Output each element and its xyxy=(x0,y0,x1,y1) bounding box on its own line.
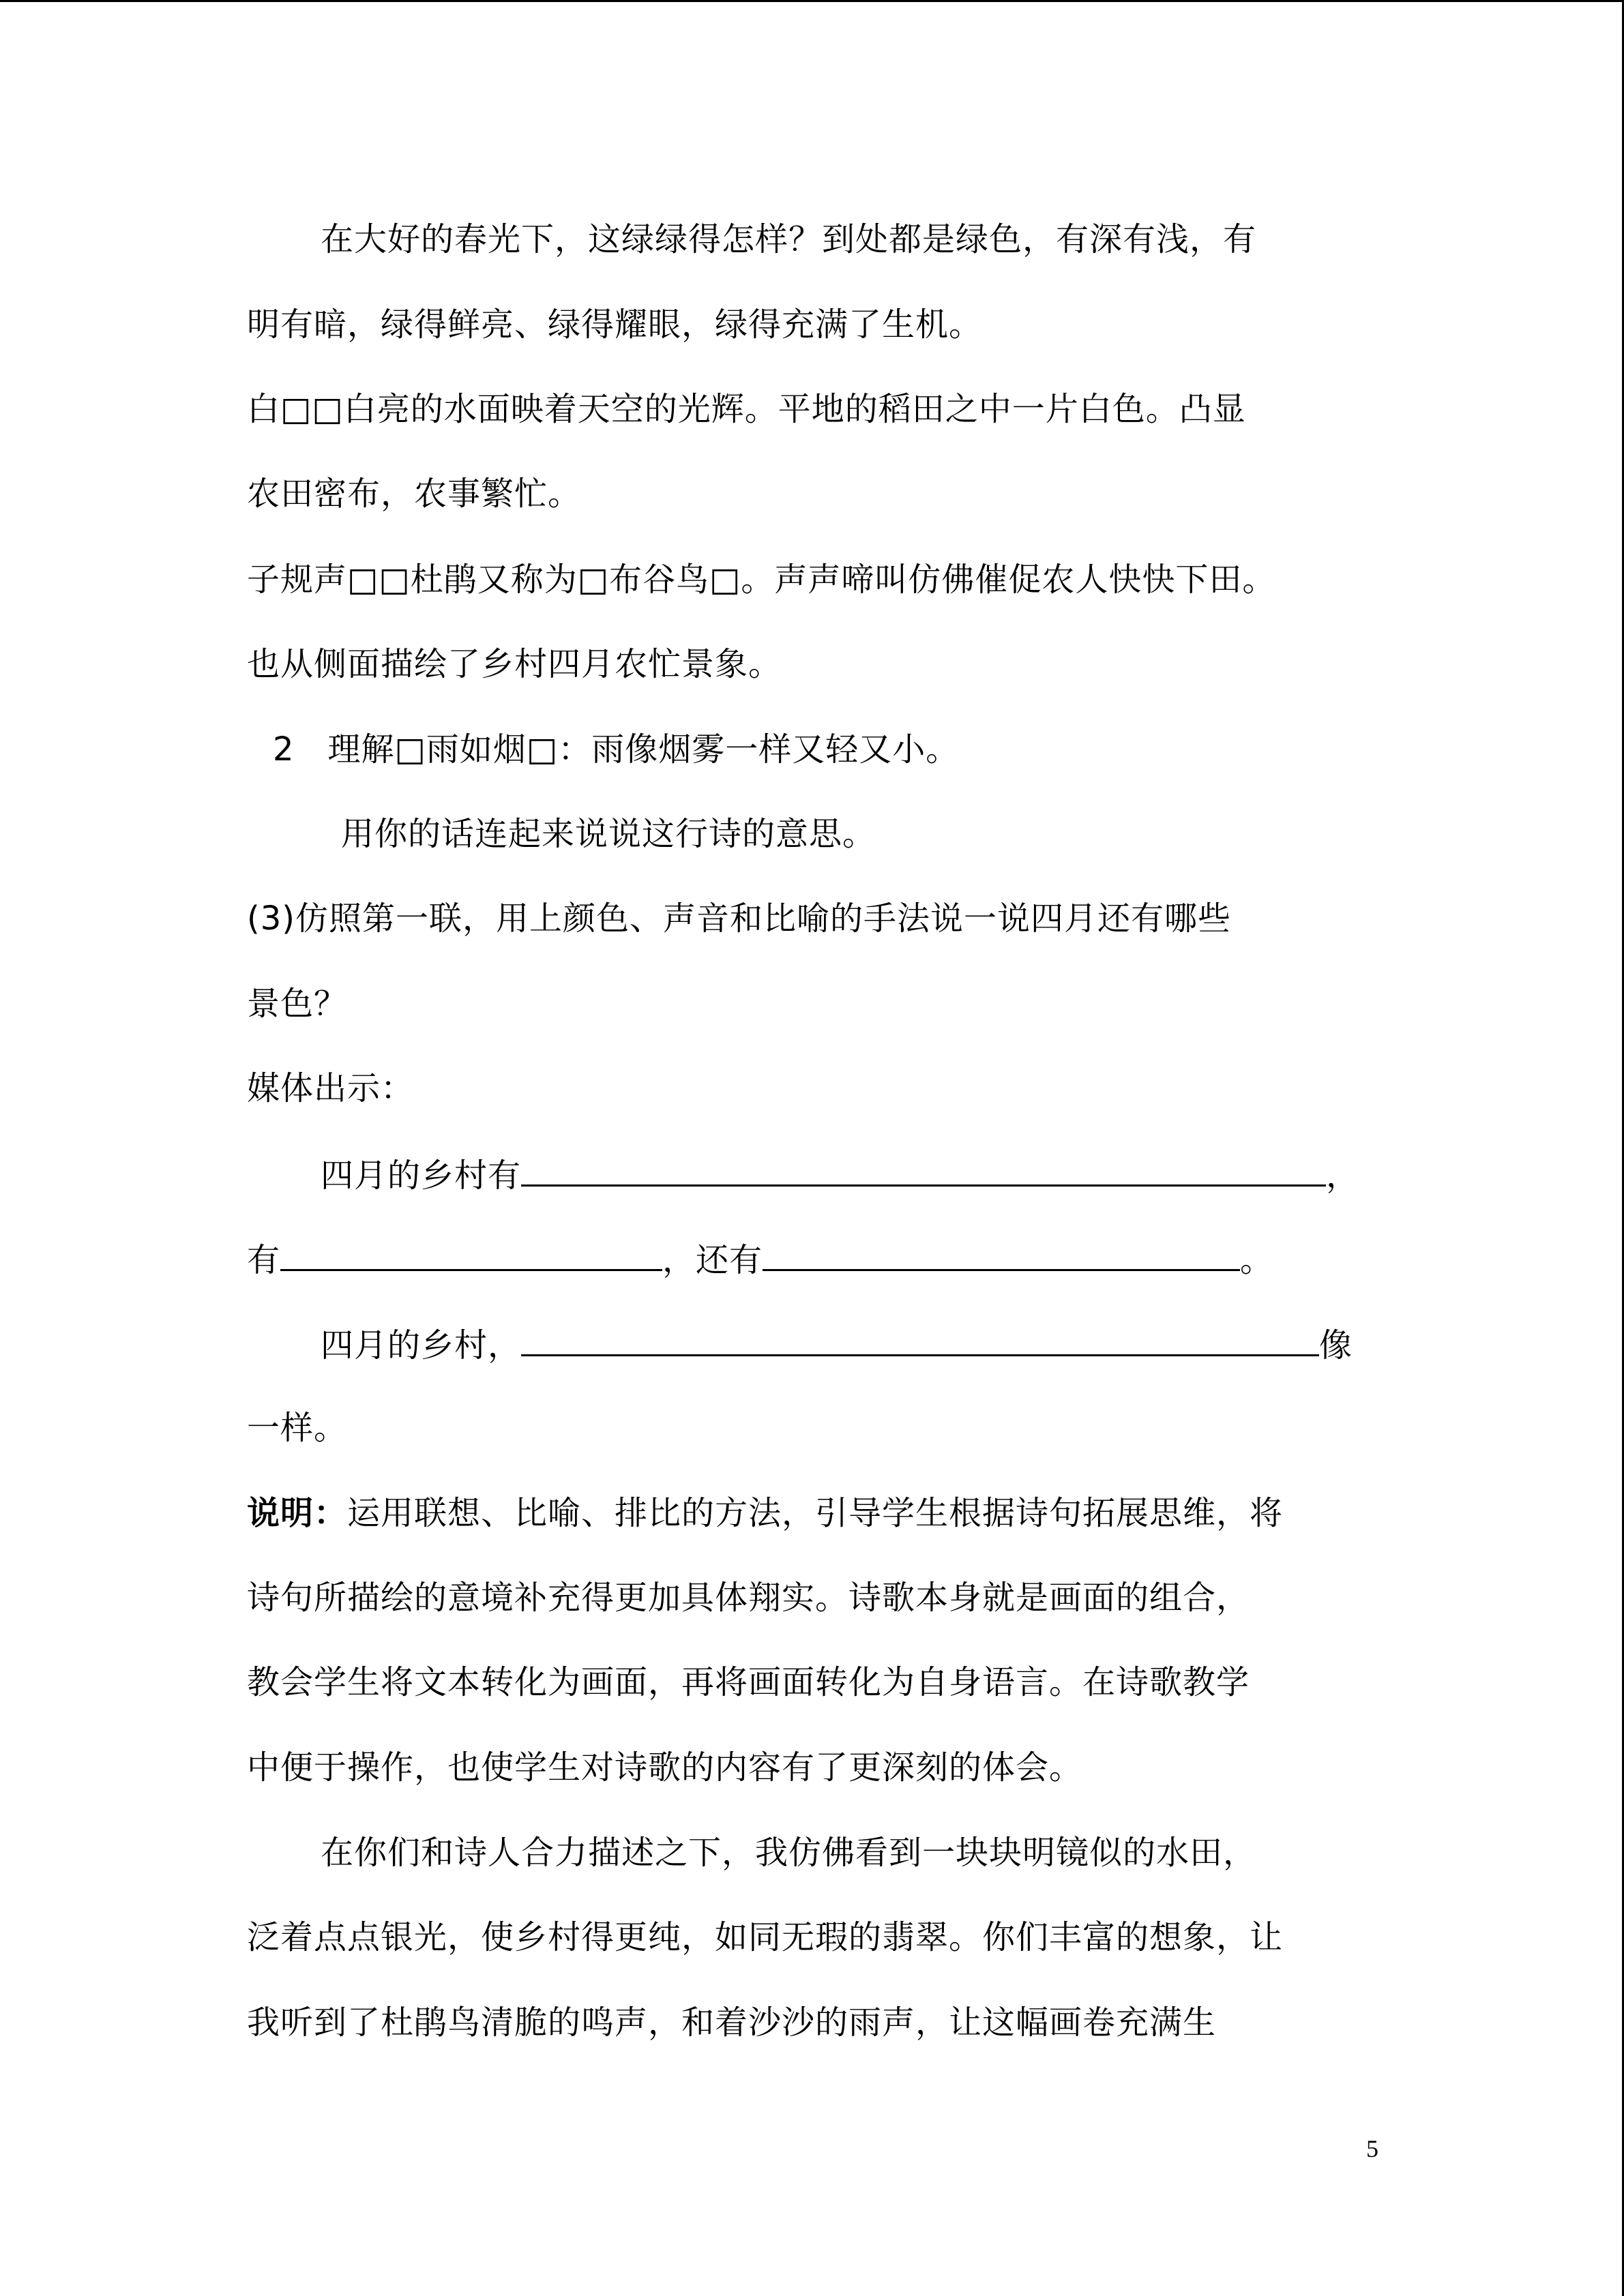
closing-line: 在你们和诗人合力描述之下，我仿佛看到一块块明镜似的水田， xyxy=(321,1834,1257,1872)
question-line: (3)仿照第一联，用上颜色、声音和比喻的手法说一说四月还有哪些 xyxy=(247,899,1231,938)
paragraph-line: 也从侧面描绘了乡村四月农忙景象。 xyxy=(247,645,782,683)
paragraph-line: 白□□白亮的水面映着天空的光辉。平地的稻田之中一片白色。凸显 xyxy=(247,390,1246,428)
paragraph-line: 用你的话连起来说说这行诗的意思。 xyxy=(341,815,876,853)
note-line: 中便于操作，也使学生对诗歌的内容有了更深刻的体会。 xyxy=(247,1748,1083,1787)
paragraph-line: 子规声□□杜鹃又称为□布谷鸟□。声声啼叫仿佛催促农人快快下田。 xyxy=(247,561,1276,599)
fill-blank xyxy=(521,1153,1326,1187)
fill-prefix: 有 xyxy=(247,1241,281,1279)
fill-suffix: ， xyxy=(1326,1157,1360,1195)
fill-blank xyxy=(763,1238,1240,1271)
fill-in-line-1 xyxy=(321,1153,1359,1196)
fill-in-line-4: 一样。 xyxy=(247,1409,348,1447)
closing-line: 泛着点点银光，使乡村得更纯，如同无瑕的翡翠。你们丰富的想象，让 xyxy=(247,1918,1284,1956)
fill-in-line-2 xyxy=(247,1238,1273,1281)
fill-middle: ，还有 xyxy=(662,1241,763,1279)
fill-prefix: 四月的乡村， xyxy=(321,1326,522,1365)
note-line: 诗句所描绘的意境补充得更加具体翔实。诗歌本身就是画面的组合， xyxy=(247,1579,1250,1617)
page-number: 5 xyxy=(1366,2135,1378,2162)
note-label: 说明： xyxy=(247,1494,348,1532)
paragraph-line: 在大好的春光下，这绿绿得怎样？到处都是绿色，有深有浅，有 xyxy=(321,220,1257,258)
fill-suffix: 。 xyxy=(1240,1241,1274,1279)
closing-line: 我听到了杜鹃鸟清脆的鸣声，和着沙沙的雨声，让这幅画卷充满生 xyxy=(247,2003,1217,2042)
fill-blank xyxy=(521,1323,1319,1356)
numbered-item: 2 理解□雨如烟□：雨像烟雾一样又轻又小。 xyxy=(273,730,960,769)
paragraph-line: 农田密布，农事繁忙。 xyxy=(247,475,582,513)
question-line: 景色？ xyxy=(247,985,348,1023)
paragraph-line: 明有暗，绿得鲜亮、绿得耀眼，绿得充满了生机。 xyxy=(247,305,983,344)
note-line xyxy=(247,1493,1283,1534)
note-line: 教会学生将文本转化为画面，再将画面转化为自身语言。在诗歌教学 xyxy=(247,1663,1250,1701)
note-text: 运用联想、比喻、排比的方法，引导学生根据诗句拓展思维，将 xyxy=(347,1494,1284,1532)
fill-suffix: 像 xyxy=(1319,1326,1353,1365)
media-label: 媒体出示： xyxy=(247,1069,415,1107)
fill-in-line-3 xyxy=(321,1323,1353,1366)
fill-blank xyxy=(280,1238,662,1271)
fill-prefix: 四月的乡村有 xyxy=(321,1157,522,1195)
